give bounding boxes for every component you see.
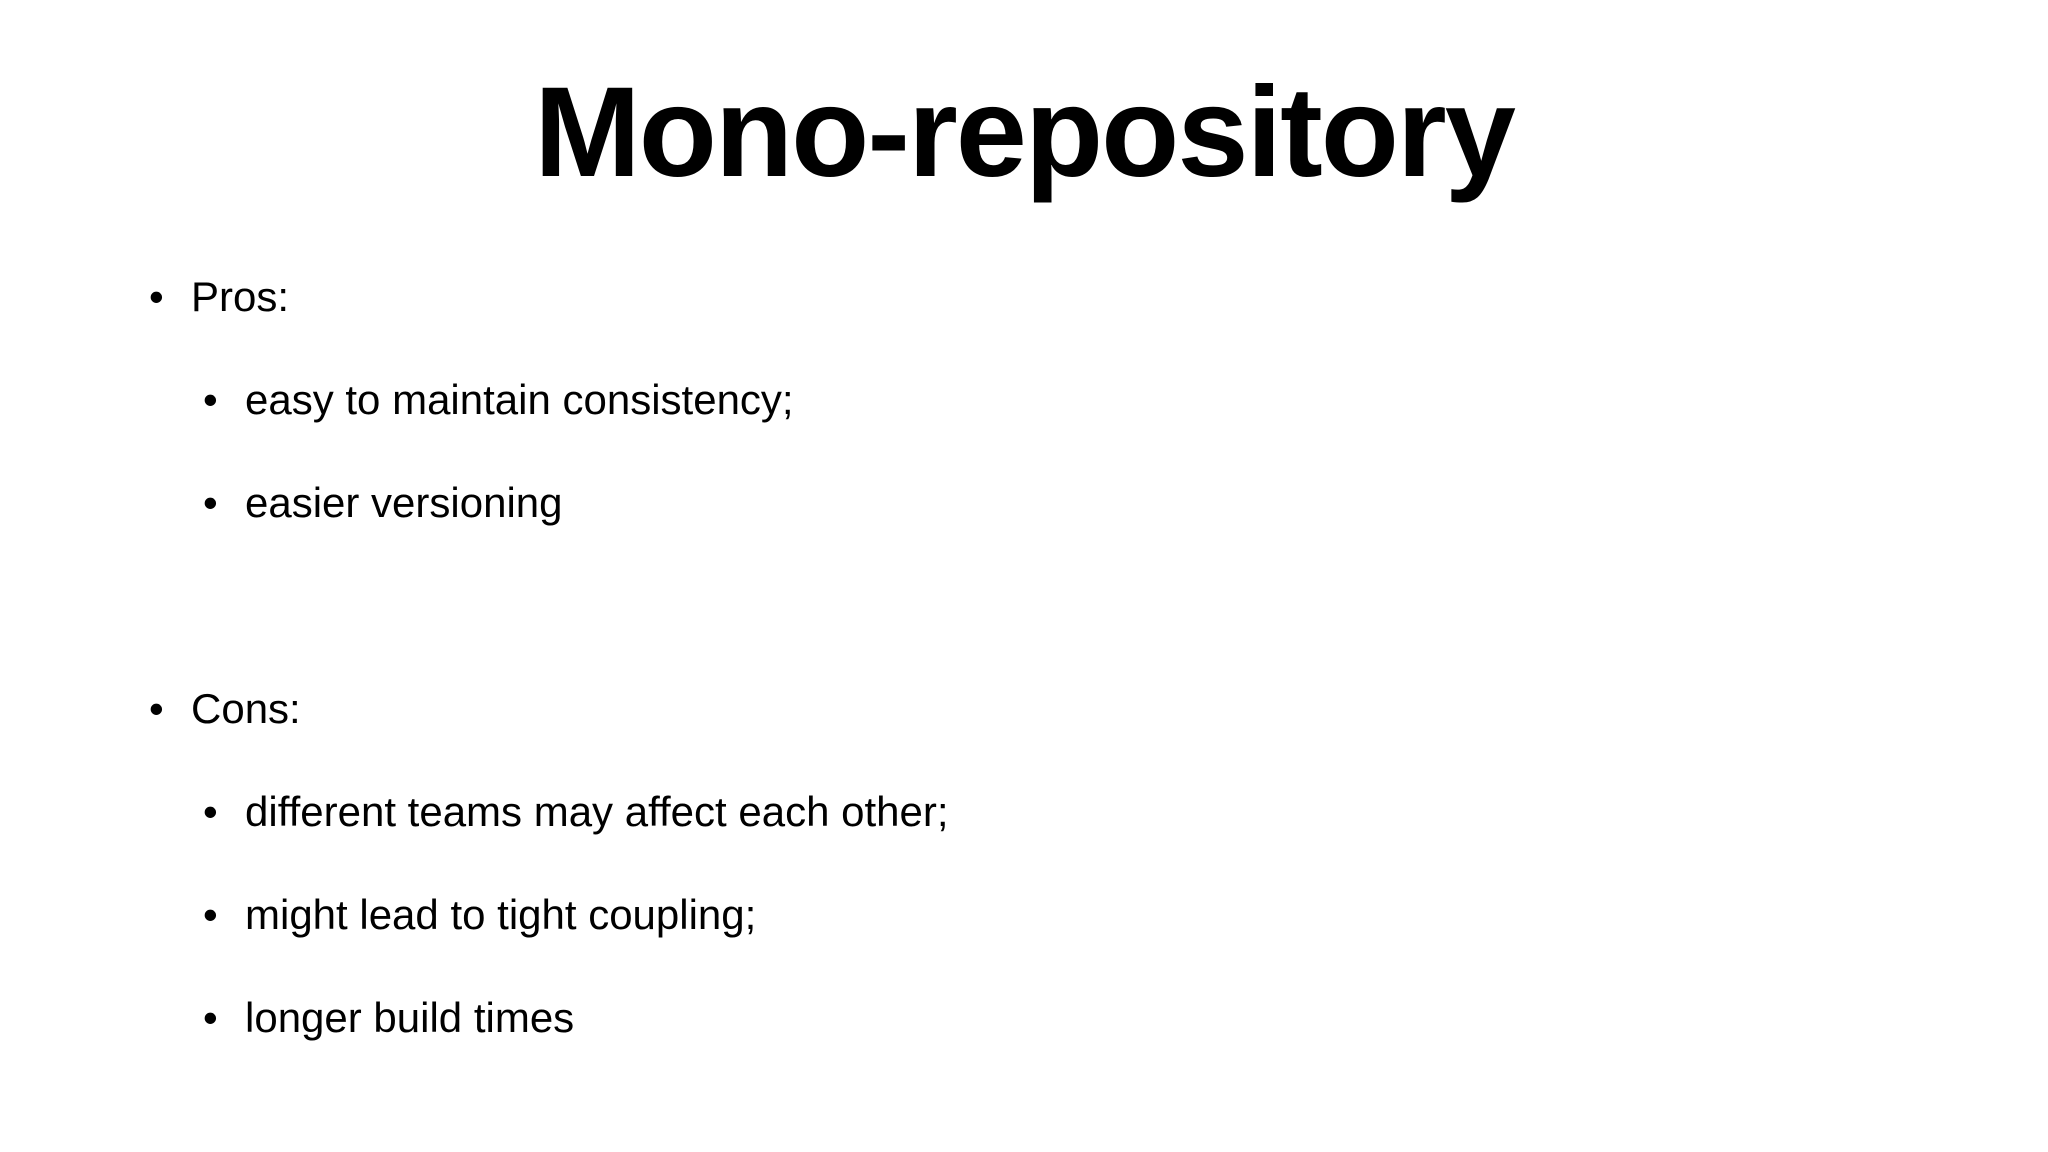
bullet-icon: • [203,994,218,1041]
bullet-icon: • [203,788,218,835]
bullet-icon: • [149,273,164,320]
list-item [203,993,575,1043]
section-label: Pros: [191,273,290,320]
list-item [203,890,757,940]
list-item-text: easy to maintain consistency; [245,376,794,423]
list-item-text: might lead to tight coupling; [245,891,757,938]
bullet-icon: • [203,376,218,423]
bullet-icon: • [203,891,218,938]
list-item-text: different teams may affect each other; [245,788,949,835]
list-item-text: easier versioning [245,479,563,526]
section-label: Cons: [191,685,301,732]
bullet-icon: • [203,479,218,526]
slide-title: Mono-repository [534,61,1514,204]
list-item [203,787,949,837]
section-heading-cons [149,684,301,734]
bullet-icon: • [149,685,164,732]
list-item [203,375,794,425]
list-item-text: longer build times [245,994,575,1041]
section-heading-pros [149,272,290,322]
list-item [203,478,563,528]
